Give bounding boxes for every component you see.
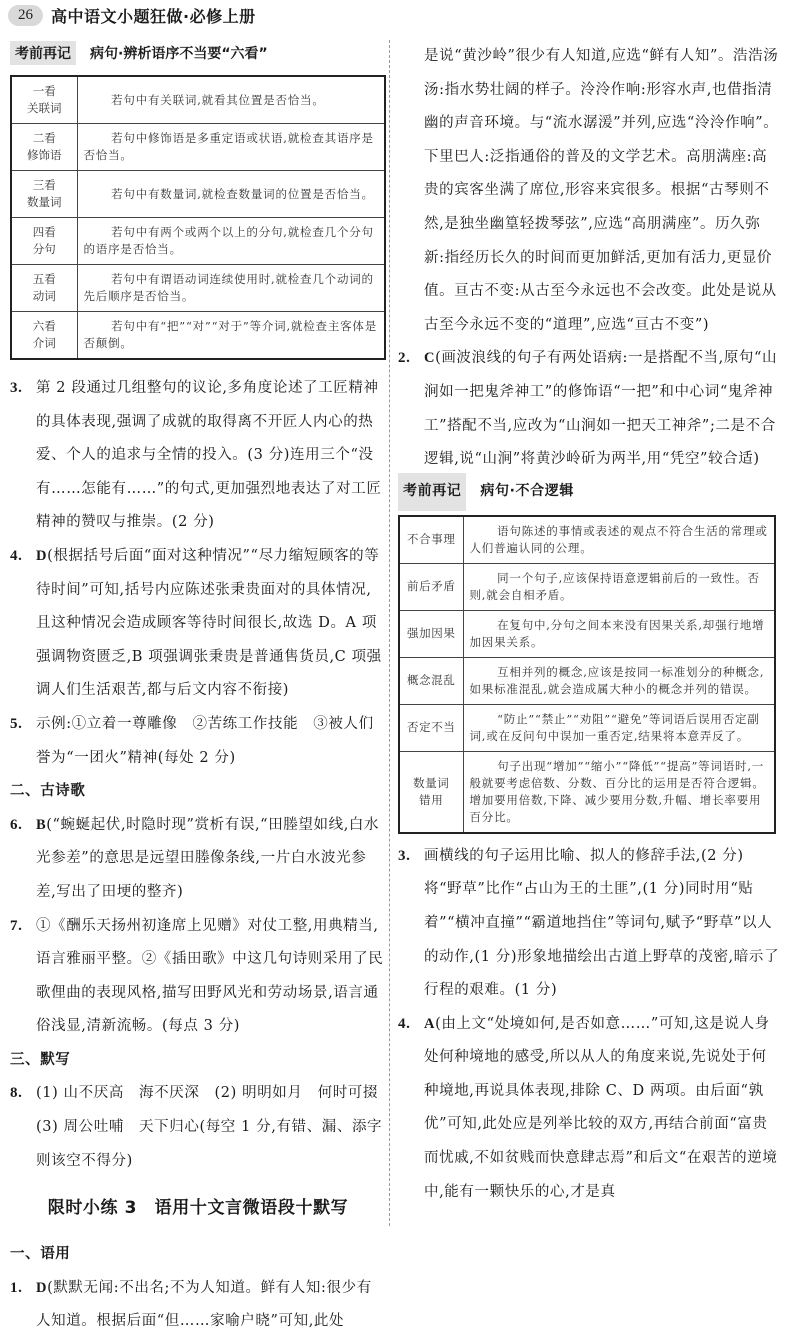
answer-continuation: 是说“黄沙岭”很少有人知道,应选“鲜有人知”。浩浩汤汤:指水势壮阔的样子。泠泠作响:形容水声,也借指清幽的声音环境。与“流水潺湲”并列,应选“泠泠作响”。下里巴人:泛指通俗的普及的文学艺术。高朋满座:高贵的宾客坐满了席位,形容来宾很多。根据“古琴则不然,是独坐幽篁轻拨琴弦”,应选“高朋满座”。历久弥新:指经历长久的时间而更加鲜活,更加有活力,更显价值。亘古不变:从古至今永远也不会改变。此处是说从古至今永远不变的“道理”,应选“亘古不变”): [424, 48, 779, 333]
table-row: [11, 124, 385, 171]
row-label: 强加因果: [399, 610, 463, 657]
row-label: 否定不当: [399, 704, 463, 751]
item-text: (默默无闻:不出名;不为人知道。鲜有人知:很少有人知道。根据后面“但……家喻户晓”可知,此处: [36, 1279, 372, 1330]
answer-item: [398, 840, 780, 1008]
item-number: 1.: [10, 1279, 23, 1296]
row-text: 互相并列的概念,应该是按同一标准划分的种概念,如果标准混乱,就会造成属大种小的概念并列的错误。: [463, 657, 775, 704]
item-number: 3.: [398, 847, 411, 864]
row-text: 若句中有两个或两个以上的分句,就检查几个分句的语序是否恰当。: [77, 218, 385, 265]
row-text: 句子出现“增加”“缩小”“降低”“提高”等词语时,一般就要考虑倍数、分数、百分比的运用是否符合逻辑。增加要用倍数,下降、减少要用分数,升幅、增长率要用百分比。: [463, 751, 775, 833]
table-row: [399, 704, 775, 751]
row-text: “防止”“禁止”“劝阻”“避免”等词语后误用否定副词,或在反问句中误加一重否定,结果将本意弄反了。: [463, 704, 775, 751]
section-header: [10, 40, 386, 66]
row-text: 若句中有关联词,就看其位置是否恰当。: [77, 76, 385, 124]
answer-item: [10, 1077, 394, 1178]
row-text: 同一个句子,应该保持语意逻辑前后的一致性。否则,就会自相矛盾。: [463, 563, 775, 610]
row-label: 前后矛盾: [399, 563, 463, 610]
item-number: 4.: [398, 1015, 411, 1032]
page-header: [8, 3, 256, 27]
row-label: 五看 动词: [11, 265, 77, 312]
answer-item: [10, 1272, 386, 1339]
answer-item: [10, 540, 386, 708]
table-row: [11, 312, 385, 360]
table-row: [399, 516, 775, 564]
heading-dictation: 三、默写: [10, 1051, 71, 1068]
row-label: 四看 分句: [11, 218, 77, 265]
answer-item: [10, 809, 386, 910]
item-text: (1) 山不厌高 海不厌深 (2) 明明如月 何时可掇 (3) 周公吐哺 天下归心(每空 1 分,有错、漏、添字则该空不得分): [36, 1085, 394, 1169]
answer-item: [10, 372, 386, 540]
row-text: 在复句中,分句之间本来没有因果关系,却强行地增加因果关系。: [463, 610, 775, 657]
item-number: 7.: [10, 917, 23, 934]
row-text: 语句陈述的事情或表述的观点不符合生活的常理或人们普遍认同的公理。: [463, 516, 775, 564]
table-row: [399, 610, 775, 657]
item-text: 示例:①立着一尊雕像 ②苦练工作技能 ③被人们誉为“一团火”精神(每处 2 分): [36, 715, 374, 766]
item-answer: D: [36, 547, 48, 564]
section-tag: 考前再记: [10, 41, 76, 65]
item-text: (“蜿蜒起伏,时隐时现”赏析有误,“田塍望如线,白水光参差”的意思是远望田塍像条线,一片白水波光参差,写出了田埂的整齐): [36, 816, 380, 900]
item-text: (画波浪线的句子有两处语病:一是搭配不当,原句“山涧如一把鬼斧神工”的修饰语“一把”和中心词“鬼斧神工”搭配不当,应改为“山涧如一把天工神斧”;二是不合逻辑,说“山涧”将黄沙岭斫为两半,用“凭空”较合适): [424, 350, 778, 468]
item-number: 2.: [398, 350, 411, 367]
row-label: 六看 介词: [11, 312, 77, 360]
answer-item: [398, 1008, 780, 1210]
right-column: [398, 40, 780, 1209]
item-number: 4.: [10, 547, 23, 564]
heading-language-use: 一、语用: [10, 1246, 71, 1263]
row-text: 若句中有谓语动词连续使用时,就检查几个动词的先后顺序是否恰当。: [77, 265, 385, 312]
item-number: 8.: [10, 1085, 23, 1102]
answer-item: [10, 910, 386, 1044]
row-text: 若句中修饰语是多重定语或状语,就检查其语序是否恰当。: [77, 124, 385, 171]
page-number: 26: [8, 5, 43, 26]
item-text: (根据括号后面“面对这种情况”“尽力缩短顾客的等待时间”可知,括号内应陈述张秉贵面对的具体情况,且这种情况会造成顾客等待时间很长,故选 D。A 项强调物资匮乏,B 项强调张秉贵是普通售货员,C 项强调人们生活艰苦,都与后文内容不衔接): [36, 547, 382, 699]
row-label: 三看 数量词: [11, 171, 77, 218]
practice-title: 限时小练 3 语用十文言微语段十默写: [47, 1198, 349, 1219]
row-label: 概念混乱: [399, 657, 463, 704]
item-text: (由上文“处境如何,是否如意……”可知,这是说人身处何种境地的感受,所以从人的角度来说,先说处于何种境地,再说具体表现,排除 C、D 两项。由后面“孰优”可知,此处应是列举比较的双方,再结合前面“富贵而忧戚,不如贫贱而快意肆志焉”和后文“在艰苦的逆境中,能有一颗快乐的心,才是真: [424, 1015, 778, 1200]
item-number: 6.: [10, 816, 23, 833]
table-row: [399, 751, 775, 833]
column-divider: [389, 40, 390, 1226]
row-text: 若句中有“把”“对”“对于”等介词,就检查主客体是否颠倒。: [77, 312, 385, 360]
answer-item: [398, 342, 780, 476]
heading-ancient-poetry: 二、古诗歌: [10, 783, 86, 800]
table-row: [11, 171, 385, 218]
section-title: 病句·辨析语序不当要“六看”: [90, 46, 268, 62]
table-row: [11, 76, 385, 124]
section-header: [398, 479, 780, 505]
book-title: 高中语文小题狂做·必修上册: [51, 6, 256, 26]
item-number: 5.: [10, 715, 23, 732]
item-answer: A: [424, 1015, 436, 1032]
row-text: 若句中有数量词,就检查数量词的位置是否恰当。: [77, 171, 385, 218]
table-row: [11, 265, 385, 312]
item-answer: B: [36, 816, 47, 833]
row-label: 数量词 错用: [399, 751, 463, 833]
row-label: 不合事理: [399, 516, 463, 564]
item-answer: C: [424, 350, 436, 367]
item-text: ①《酬乐天扬州初逢席上见赠》对仗工整,用典精当,语言雅丽平整。②《插田歌》中这几句诗则采用了民歌俚曲的表现风格,描写田野风光和劳动场景,语言通俗浅显,清新流畅。(每点 3 分): [36, 917, 384, 1035]
item-text: 画横线的句子运用比喻、拟人的修辞手法,(2 分)将“野草”比作“占山为王的土匪”,(1 分)同时用“贴着”“横冲直撞”“霸道地挡住”等词句,赋予“野草”以人的动作,(1 分)形象地描绘出古道上野草的茂密,暗示了行程的艰难。(1 分): [424, 847, 780, 999]
answer-item: [10, 708, 386, 775]
word-order-table: [10, 75, 386, 360]
logic-error-table: [398, 515, 776, 834]
section-tag: 考前再记: [398, 473, 466, 511]
item-number: 3.: [10, 380, 23, 396]
section-title: 病句·不合逻辑: [480, 482, 574, 499]
table-row: [11, 218, 385, 265]
row-label: 一看 关联词: [11, 76, 77, 124]
table-row: [399, 563, 775, 610]
item-text: 第 2 段通过几组整句的议论,多角度论述了工匠精神的具体表现,强调了成就的取得离不开匠人内心的热爱、个人的追求与全情的投入。(3 分)连用三个“没有……怎能有……”的句式,更加强烈地表达了对工匠精神的赞叹与推崇。(2 分): [36, 380, 382, 531]
left-column: [10, 40, 394, 1339]
table-row: [399, 657, 775, 704]
row-label: 二看 修饰语: [11, 124, 77, 171]
item-answer: D: [36, 1279, 48, 1296]
